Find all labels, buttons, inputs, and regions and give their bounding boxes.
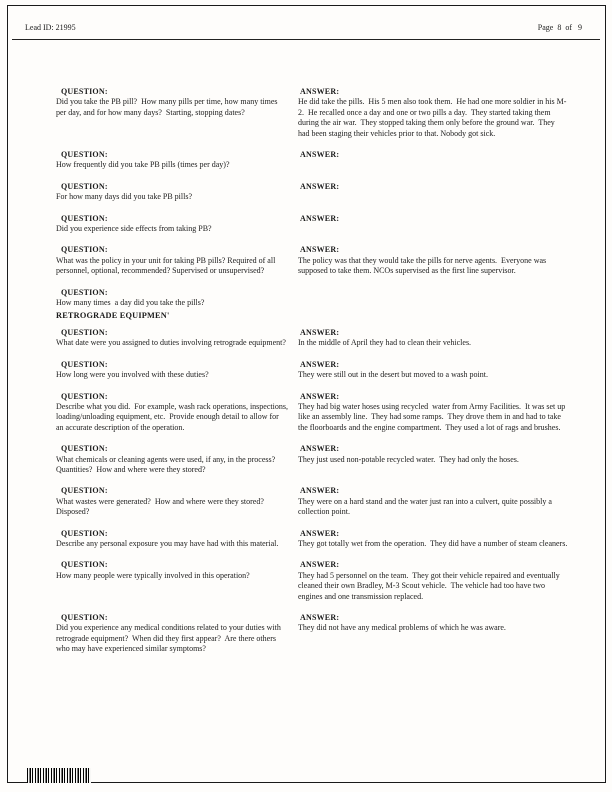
answer-label — [300, 288, 568, 298]
section-header: RETROGRADE EQUIPMEN' — [56, 310, 170, 320]
answer-cell — [298, 486, 568, 517]
question-cell — [56, 150, 294, 171]
question-label: QUESTION: — [61, 327, 108, 337]
answer-label: ANSWER: — [300, 391, 340, 401]
answer-text: In the middle of April they had to clean their vehicles. — [298, 338, 472, 348]
question-cell — [56, 392, 294, 434]
question-cell — [56, 560, 294, 602]
barcode — [27, 768, 91, 783]
qa-row — [56, 87, 586, 139]
answer-text: They did not have any medical problems of which he was aware. — [298, 623, 506, 633]
answer-text: They got totally wet from the operation. They did have a number of steam cleaners. — [298, 539, 568, 548]
question-cell — [56, 360, 294, 381]
qa-row — [56, 150, 586, 171]
question-text: What date were you assigned to duties involving retrograde equipment? — [56, 338, 286, 348]
question-text: What chemicals or cleaning agents were used, if any, in the process? Quantities? How and where were they stored? — [56, 454, 280, 474]
answer-cell — [298, 288, 568, 309]
answer-cell — [298, 150, 568, 171]
question-text: For how many days did you take PB pills? — [56, 192, 192, 202]
answer-label: ANSWER: — [300, 327, 340, 337]
answer-cell — [298, 360, 568, 381]
question-label: QUESTION: — [61, 444, 108, 454]
answer-label: ANSWER: — [300, 528, 340, 538]
question-text: How frequently did you take PB pills (times per day)? — [56, 160, 230, 170]
qa-row — [56, 360, 586, 381]
question-cell — [56, 87, 294, 139]
question-label: QUESTION: — [61, 87, 108, 96]
answer-label: ANSWER: — [300, 444, 340, 454]
question-cell — [56, 288, 294, 309]
answer-cell — [298, 328, 568, 349]
qa-row — [56, 392, 586, 434]
question-cell — [56, 444, 294, 475]
qa-content — [56, 87, 586, 666]
question-text: Describe any personal exposure you may have had with this material. — [56, 539, 279, 548]
answer-label: ANSWER: — [300, 181, 340, 191]
question-label: QUESTION: — [61, 213, 108, 223]
question-cell — [56, 328, 294, 349]
lead-id: Lead ID: 21995 — [25, 23, 76, 32]
answer-text: They had 5 personnel on the team. They got their vehicle repaired and eventually cleaned their own Bradley, M-3 Scout vehicle. The vehicle had too have two engines and one transmission replaced. — [298, 570, 562, 601]
qa-row — [56, 560, 586, 602]
answer-cell — [298, 214, 568, 235]
question-label: QUESTION: — [61, 150, 108, 160]
qa-row — [56, 529, 586, 550]
question-cell — [56, 182, 294, 203]
question-text: What was the policy in your unit for taking PB pills? Required of all personnel, optional, recommended? Supervised or unsupervised? — [56, 255, 278, 276]
answer-cell — [298, 529, 568, 550]
question-cell — [56, 245, 294, 276]
answer-label: ANSWER: — [300, 150, 340, 160]
answer-text: They were on a hard stand and the water just ran into a culvert, quite possibly a collection point. — [298, 496, 554, 517]
header-divider — [12, 39, 600, 40]
question-label: QUESTION: — [61, 359, 108, 369]
question-text: Describe what you did. For example, wash rack operations, inspections, loading/unloading equipment, etc. Provide enough detail to allow for an accurate description of the operation. — [56, 401, 290, 432]
answer-text: He did take the pills. His 5 men also took them. He had one more soldier in his M-2. He recalled once a day and one or two pills a day. They started taking them during the air war. They stopped taking them only before the ground war. They had been staging their vehicles prior to that. Nobody got sick. — [298, 97, 567, 138]
qa-row — [56, 613, 586, 655]
question-text: Did you take the PB pill? How many pills per time, how many times per day, and for how many days? Starting, stopping dates? — [56, 97, 280, 117]
question-cell — [56, 613, 294, 655]
question-text: Did you experience side effects from taking PB? — [56, 224, 212, 234]
question-label: QUESTION: — [61, 391, 108, 401]
question-label: QUESTION: — [61, 528, 108, 538]
answer-cell — [298, 392, 568, 434]
answer-label: ANSWER: — [300, 245, 340, 255]
answer-cell — [298, 613, 568, 655]
answer-label: ANSWER: — [300, 213, 340, 223]
answer-cell — [298, 245, 568, 276]
qa-row — [56, 444, 586, 475]
question-label: QUESTION: — [61, 486, 108, 496]
page-header — [25, 23, 582, 32]
answer-cell — [298, 560, 568, 602]
page-number: Page 8 of 9 — [537, 23, 582, 32]
answer-label: ANSWER: — [300, 87, 340, 96]
answer-cell — [298, 87, 568, 139]
question-text: How many people were typically involved in this operation? — [56, 570, 250, 580]
question-label: QUESTION: — [61, 613, 108, 623]
answer-cell — [298, 182, 568, 203]
question-text: Did you experience any medical conditions related to your duties with retrograde equipment? When did they first appear? Are there others who may have experienced similar symptoms? — [56, 623, 283, 654]
qa-row — [56, 182, 586, 203]
answer-text: They just used non-potable recycled water. They had only the hoses. — [298, 454, 519, 464]
question-cell — [56, 486, 294, 517]
question-cell — [56, 214, 294, 235]
qa-row — [56, 288, 586, 309]
answer-text: The policy was that they would take the pills for nerve agents. Everyone was supposed to take them. NCOs supervised as the first line supervisor. — [298, 255, 549, 276]
answer-label: ANSWER: — [300, 359, 340, 369]
question-label: QUESTION: — [61, 181, 108, 191]
answer-cell — [298, 444, 568, 475]
answer-text: They were still out in the desert but moved to a wash point. — [298, 370, 488, 380]
answer-label: ANSWER: — [300, 613, 340, 623]
question-label: QUESTION: — [61, 245, 108, 255]
question-label: QUESTION: — [61, 560, 108, 570]
question-text: How many times a day did you take the pills? — [56, 298, 205, 308]
question-text: What wastes were generated? How and where were they stored? Disposed? — [56, 496, 268, 517]
qa-row — [56, 328, 586, 349]
question-text: How long were you involved with these duties? — [56, 370, 209, 380]
qa-row — [56, 245, 586, 276]
question-label: QUESTION: — [61, 287, 108, 297]
qa-row — [56, 486, 586, 517]
answer-text: They had big water hoses using recycled water from Army Facilities. It was set up like an assembly line. They had some ramps. They drove them in and had to take the floorboards and the engine compartment. They used a lot of rags and brushes. — [298, 401, 568, 432]
answer-label: ANSWER: — [300, 560, 340, 570]
qa-row — [56, 214, 586, 235]
question-cell — [56, 529, 294, 550]
answer-label: ANSWER: — [300, 486, 340, 496]
